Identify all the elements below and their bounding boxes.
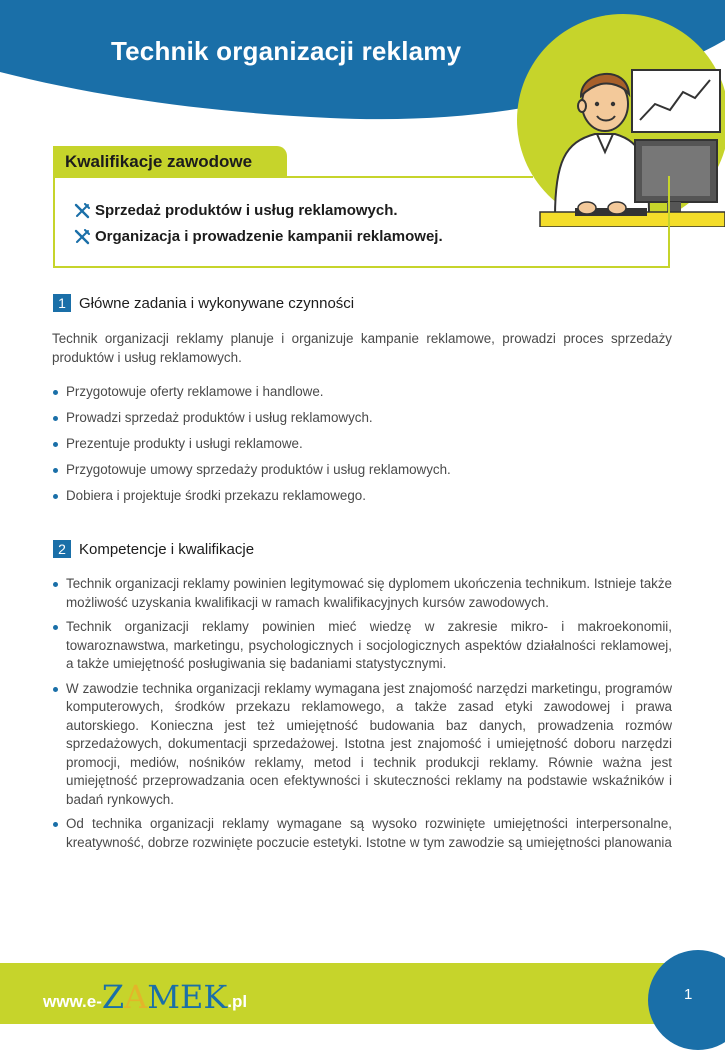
section-number-badge: 2 xyxy=(53,540,71,558)
section-1-intro: Technik organizacji reklamy planuje i organizuje kampanie reklamowe, prowadzi proces sprzedaży produktów i usług reklamowych. xyxy=(52,331,672,365)
list-item: Dobiera i projektuje środki przekazu reklamowego. xyxy=(52,487,672,506)
list-item: W zawodzie technika organizacji reklamy wymagana jest znajomość narzędzi marketingu, programów komputerowych, środków przekazu reklamowego, a także zasad etyki zawodowej i prawa autorskiego. Konieczna jest też umiejętność budowania baz danych, prowadzenia rozmów sprzedażowych, dokumentacji sprzedażowej. Istotna jest znajomość i umiejętność doboru narzędzi promocji, mediów, nośników reklamy, metod i technik produkcji reklamy. Równie ważna jest umiejętność przeprowadzania ocen efektywności i skuteczności reklamy na podstawie wskaźników i badań rynkowych. xyxy=(52,680,672,810)
qualification-text: Organizacja i prowadzenie kampanii reklamowej. xyxy=(95,228,443,245)
qualifications-heading: Kwalifikacje zawodowe xyxy=(65,152,253,171)
qualification-item xyxy=(74,228,443,245)
list-item: Technik organizacji reklamy powinien legitymować się dyplomem ukończenia technikum. Istnieje także możliwość uzyskania kwalifikacji w ramach kwalifikacyjnych kursów zawodowych. xyxy=(52,575,672,612)
qualification-text: Sprzedaż produktów i usług reklamowych. xyxy=(95,202,398,219)
list-item: Od technika organizacji reklamy wymagane są wysoko rozwinięte umiejętności interpersonalne, kreatywność, dobrze rozwinięte poczucie estetyki. Istotne w tym zawodzie są umiejętności planowania xyxy=(52,815,672,852)
list-item: Przygotowuje oferty reklamowe i handlowe. xyxy=(52,383,672,402)
section-1-task-list xyxy=(52,383,672,513)
section-title: Kompetencje i kwalifikacje xyxy=(79,540,255,558)
logo-prefix: www.e- xyxy=(43,992,102,1011)
tools-icon xyxy=(74,229,90,245)
key-icon: A xyxy=(124,978,148,1016)
page-title: Technik organizacji reklamy xyxy=(111,36,462,66)
section-1-heading xyxy=(53,294,354,312)
section-number-badge: 1 xyxy=(53,294,71,312)
section-2-heading xyxy=(53,540,254,558)
qualifications-box xyxy=(53,176,670,268)
list-item: Prezentuje produkty i usługi reklamowe. xyxy=(52,435,672,454)
logo-z: Z xyxy=(101,978,125,1016)
qualification-item xyxy=(74,202,398,219)
footer-logo xyxy=(43,978,248,1016)
list-item: Technik organizacji reklamy powinien mieć wiedzę w zakresie mikro- i makroekonomii, towaroznawstwa, marketingu, psychologicznych i socjologicznych aspektów działalności reklamowej, a także umiejętność posługiwania się badaniami statystycznymi. xyxy=(52,618,672,674)
tools-icon xyxy=(74,203,90,219)
page-number: 1 xyxy=(684,986,693,1003)
list-item: Prowadzi sprzedaż produktów i usług reklamowych. xyxy=(52,409,672,428)
logo-mek: MEK xyxy=(147,978,228,1016)
list-item: Przygotowuje umowy sprzedaży produktów i usług reklamowych. xyxy=(52,461,672,480)
logo-suffix: .pl xyxy=(227,992,248,1011)
section-title: Główne zadania i wykonywane czynności xyxy=(79,294,355,312)
section-2-competence-list xyxy=(52,575,672,858)
